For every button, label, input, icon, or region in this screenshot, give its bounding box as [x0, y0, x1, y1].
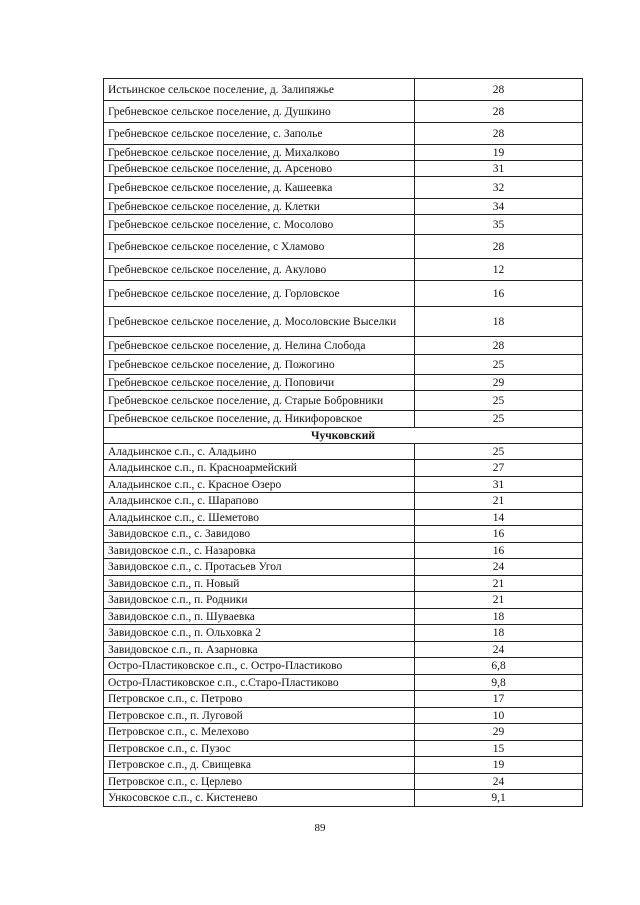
settlement-name-cell: Гребневское сельское поселение, д. Пожогино [104, 355, 415, 375]
table-body [104, 79, 583, 807]
section-title: Чучковский [104, 428, 583, 444]
value-cell: 35 [415, 215, 583, 235]
settlement-name-cell: Петровское с.п., с. Мелехово [104, 724, 415, 741]
value-cell: 25 [415, 444, 583, 460]
value-cell: 12 [415, 259, 583, 281]
value-cell: 9,1 [415, 790, 583, 807]
settlement-name-cell: Петровское с.п., с. Петрово [104, 691, 415, 708]
table-row [104, 609, 583, 625]
settlement-name-cell: Гребневское сельское поселение, с. Заполье [104, 123, 415, 145]
table-row [104, 101, 583, 123]
value-cell: 10 [415, 708, 583, 724]
settlement-name-cell: Завидовское с.п., п. Родники [104, 592, 415, 609]
value-cell: 25 [415, 411, 583, 428]
table-row [104, 543, 583, 559]
settlement-name-cell: Остро-Пластиковское с.п., с. Остро-Пластиково [104, 658, 415, 675]
value-cell: 14 [415, 510, 583, 526]
settlement-name-cell: Петровское с.п., с. Пузос [104, 741, 415, 757]
table-row [104, 576, 583, 592]
value-cell: 28 [415, 101, 583, 123]
value-cell: 9,8 [415, 675, 583, 691]
value-cell: 28 [415, 79, 583, 101]
value-cell: 29 [415, 375, 583, 391]
value-cell: 24 [415, 559, 583, 576]
table-row [104, 477, 583, 493]
value-cell: 28 [415, 123, 583, 145]
value-cell: 31 [415, 477, 583, 493]
table-row [104, 375, 583, 391]
value-cell: 28 [415, 235, 583, 259]
value-cell: 25 [415, 391, 583, 411]
settlement-name-cell: Аладьинское с.п., с. Аладьино [104, 444, 415, 460]
table-row [104, 161, 583, 177]
value-cell: 34 [415, 199, 583, 215]
settlement-name-cell: Гребневское сельское поселение, с. Мосолово [104, 215, 415, 235]
table-row [104, 691, 583, 708]
settlement-name-cell: Аладьинское с.п., с. Шарапово [104, 493, 415, 510]
table-row [104, 337, 583, 355]
settlement-name-cell: Гребневское сельское поселение, д. Мосоловские Выселки [104, 307, 415, 337]
settlement-name-cell: Завидовское с.п., п. Новый [104, 576, 415, 592]
table-row [104, 355, 583, 375]
settlement-name-cell: Гребневское сельское поселение, д. Клетки [104, 199, 415, 215]
settlement-name-cell: Гребневское сельское поселение, д. Нелина Слобода [104, 337, 415, 355]
table-row [104, 592, 583, 609]
value-cell: 16 [415, 526, 583, 543]
table-row [104, 790, 583, 807]
table-row [104, 444, 583, 460]
value-cell: 25 [415, 355, 583, 375]
table-row [104, 235, 583, 259]
settlement-name-cell: Гребневское сельское поселение, д. Михалково [104, 145, 415, 161]
table-row [104, 199, 583, 215]
table-row [104, 259, 583, 281]
table-row [104, 757, 583, 774]
settlement-name-cell: Завидовское с.п., с. Протасьев Угол [104, 559, 415, 576]
value-cell: 21 [415, 493, 583, 510]
value-cell: 16 [415, 281, 583, 307]
value-cell: 21 [415, 592, 583, 609]
value-cell: 19 [415, 757, 583, 774]
settlement-name-cell: Гребневское сельское поселение, д. Арсеново [104, 161, 415, 177]
value-cell: 27 [415, 460, 583, 477]
value-cell: 18 [415, 307, 583, 337]
value-cell: 31 [415, 161, 583, 177]
settlement-name-cell: Петровское с.п., с. Церлево [104, 774, 415, 790]
settlement-table [103, 78, 583, 807]
settlement-name-cell: Гребневское сельское поселение, с Хламово [104, 235, 415, 259]
value-cell: 15 [415, 741, 583, 757]
settlement-name-cell: Гребневское сельское поселение, д. Старые Бобровники [104, 391, 415, 411]
table-row [104, 708, 583, 724]
value-cell: 24 [415, 774, 583, 790]
table-row [104, 123, 583, 145]
table-row [104, 559, 583, 576]
table-row [104, 510, 583, 526]
settlement-name-cell: Завидовское с.п., п. Ольховка 2 [104, 625, 415, 642]
settlement-name-cell: Завидовское с.п., п. Шуваевка [104, 609, 415, 625]
value-cell: 24 [415, 642, 583, 658]
settlement-name-cell: Петровское с.п., п. Луговой [104, 708, 415, 724]
value-cell: 16 [415, 543, 583, 559]
table-row [104, 79, 583, 101]
value-cell: 6,8 [415, 658, 583, 675]
settlement-name-cell: Гребневское сельское поселение, д. Поповичи [104, 375, 415, 391]
table-row [104, 675, 583, 691]
settlement-name-cell: Ункосовское с.п., с. Кистенево [104, 790, 415, 807]
table-row [104, 526, 583, 543]
table-row [104, 658, 583, 675]
table-row [104, 391, 583, 411]
table-row [104, 460, 583, 477]
value-cell: 28 [415, 337, 583, 355]
value-cell: 19 [415, 145, 583, 161]
settlement-name-cell: Гребневское сельское поселение, д. Кашеевка [104, 177, 415, 199]
table-row [104, 177, 583, 199]
table-row [104, 281, 583, 307]
table-row [104, 307, 583, 337]
settlement-name-cell: Гребневское сельское поселение, д. Горловское [104, 281, 415, 307]
settlement-name-cell: Аладьинское с.п., п. Красноармейский [104, 460, 415, 477]
table-row [104, 741, 583, 757]
settlement-name-cell: Аладьинское с.п., с. Красное Озеро [104, 477, 415, 493]
table-row [104, 493, 583, 510]
section-header-row [104, 428, 583, 444]
settlement-name-cell: Завидовское с.п., с. Завидово [104, 526, 415, 543]
settlement-name-cell: Завидовское с.п., с. Назаровка [104, 543, 415, 559]
table-row [104, 411, 583, 428]
table-row [104, 625, 583, 642]
page-number: 89 [314, 822, 326, 834]
settlement-name-cell: Петровское с.п., д. Свищевка [104, 757, 415, 774]
settlement-name-cell: Остро-Пластиковское с.п., с.Старо-Пластиково [104, 675, 415, 691]
table-row [104, 215, 583, 235]
value-cell: 18 [415, 609, 583, 625]
value-cell: 32 [415, 177, 583, 199]
settlement-name-cell: Гребневское сельское поселение, д. Никифоровское [104, 411, 415, 428]
settlement-name-cell: Гребневское сельское поселение, д. Душкино [104, 101, 415, 123]
settlement-name-cell: Аладьинское с.п., с. Шеметово [104, 510, 415, 526]
value-cell: 29 [415, 724, 583, 741]
table-row [104, 642, 583, 658]
value-cell: 18 [415, 625, 583, 642]
table-row [104, 774, 583, 790]
value-cell: 17 [415, 691, 583, 708]
settlement-name-cell: Истьинское сельское поселение, д. Залипяжье [104, 79, 415, 101]
table-row [104, 724, 583, 741]
value-cell: 21 [415, 576, 583, 592]
settlement-name-cell: Завидовское с.п., п. Азарновка [104, 642, 415, 658]
settlement-name-cell: Гребневское сельское поселение, д. Акулово [104, 259, 415, 281]
table-row [104, 145, 583, 161]
